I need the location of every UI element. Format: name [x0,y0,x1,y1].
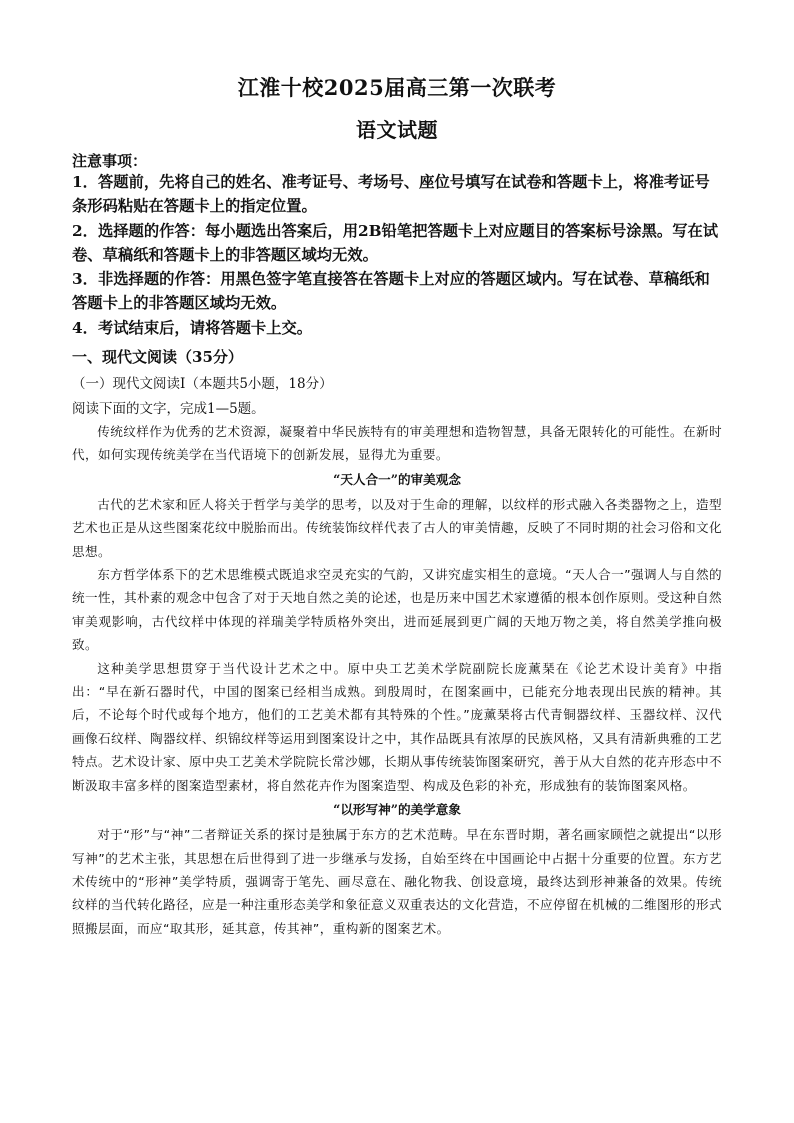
notice-item: 1．答题前，先将自己的姓名、准考证号、考场号、座位号填写在试卷和答题卡上，将准考证号条形码粘贴在答题卡上的指定位置。 [72,173,710,216]
notice-heading: 注意事项： [72,152,148,170]
notice-item: 3．非选择题的作答：用黑色签字笔直接答在答题卡上对应的答题区域内。写在试卷、草稿纸和答题卡上的非答题区域均无效。 [72,270,710,313]
article-paragraph: 对于“形”与“神”二者辩证关系的探讨是独属于东方的艺术范畴。早在东晋时期，著名画家顾恺之就提出“以形写神”的艺术主张，其思想在后世得到了进一步继承与发扬，自始至终在中国画论中占据十分重要的位置。东方艺术传统中的“形神”美学特质，强调寄于笔先、画尽意在、融化物我、创设意境，最终达到形神兼备的效果。传统纹样的当代转化路径，应是一种注重形态美学和象征意义双重表达的文化营造，不应停留在机械的二维图形的形式照搬层面，而应“取其形，延其意，传其神”，重构新的图案艺术。 [72,827,722,936]
article-subheading: “天人合一”的审美观念 [333,471,461,487]
notice-item: 4．考试结束后，请将答题卡上交。 [72,318,313,337]
notice-list [72,170,720,340]
article-paragraph: 传统纹样作为优秀的艺术资源，凝聚着中华民族特有的审美理想和造物智慧，具备无限转化的可能性。在新时代，如何实现传统美学在当代语境下的创新发展，显得尤为重要。 [72,424,722,463]
article-paragraph: 东方哲学体系下的艺术思维模式既追求空灵充实的气韵，又讲究虚实相生的意境。“天人合一”强调人与自然的统一性，其朴素的观念中包含了对于天地自然之美的论述，也是历来中国艺术家遵循的根本创作原则。受这种自然审美观影响，古代纹样中体现的祥瑞美学特质格外突出，进而延展到更广阔的天地万物之美，将自然美学推向极致。 [72,567,722,653]
exam-title: 江淮十校2025届高三第一次联考 [237,75,557,100]
exam-subject-title: 语文试题 [356,118,438,142]
reading-instruction: 阅读下面的文字，完成1—5题。 [72,401,265,417]
article-subheading: “以形写神”的美学意象 [333,802,461,818]
article-paragraph: 古代的艺术家和匠人将关于哲学与美学的思考，以及对于生命的理解，以纹样的形式融入各类器物之上，造型艺术也正是从这些图案花纹中脱胎而出。传统装饰纹样代表了古人的审美情趣，反映了不同时期的社会习俗和文化思想。 [72,496,722,559]
section-title: 一、现代文阅读（35分） [72,348,243,366]
reading-article [72,420,722,940]
subsection-title: （一）现代文阅读Ⅰ（本题共5小题，18分） [72,376,333,392]
article-paragraph: 这种美学思想贯穿于当代设计艺术之中。原中央工艺美术学院副院长庞薰琹在《论艺术设计美育》中指出：“早在新石器时代，中国的图案已经相当成熟。到殷周时，在图案画中，已能充分地表现出民族的精神。其后，不论每个时代或每个地方，他们的工艺美术都有其特殊的个性。”庞薰琹将古代青铜器纹样、玉器纹样、汉代画像石纹样、陶器纹样、织锦纹样等运用到图案设计之中，其作品既具有浓厚的民族风格，又具有清新典雅的工艺特点。艺术设计家、原中央工艺美术学院院长常沙娜，长期从事传统装饰图案研究，善于从大自然的花卉形态中不断汲取丰富多样的图案造型素材，将自然花卉作为图案造型、构成及色彩的补充，形成独有的装饰图案风格。 [72,660,722,793]
notice-item: 2．选择题的作答：每小题选出答案后，用2B铅笔把答题卡上对应题目的答案标号涂黑。写在试卷、草稿纸和答题卡上的非答题区域均无效。 [72,221,719,264]
